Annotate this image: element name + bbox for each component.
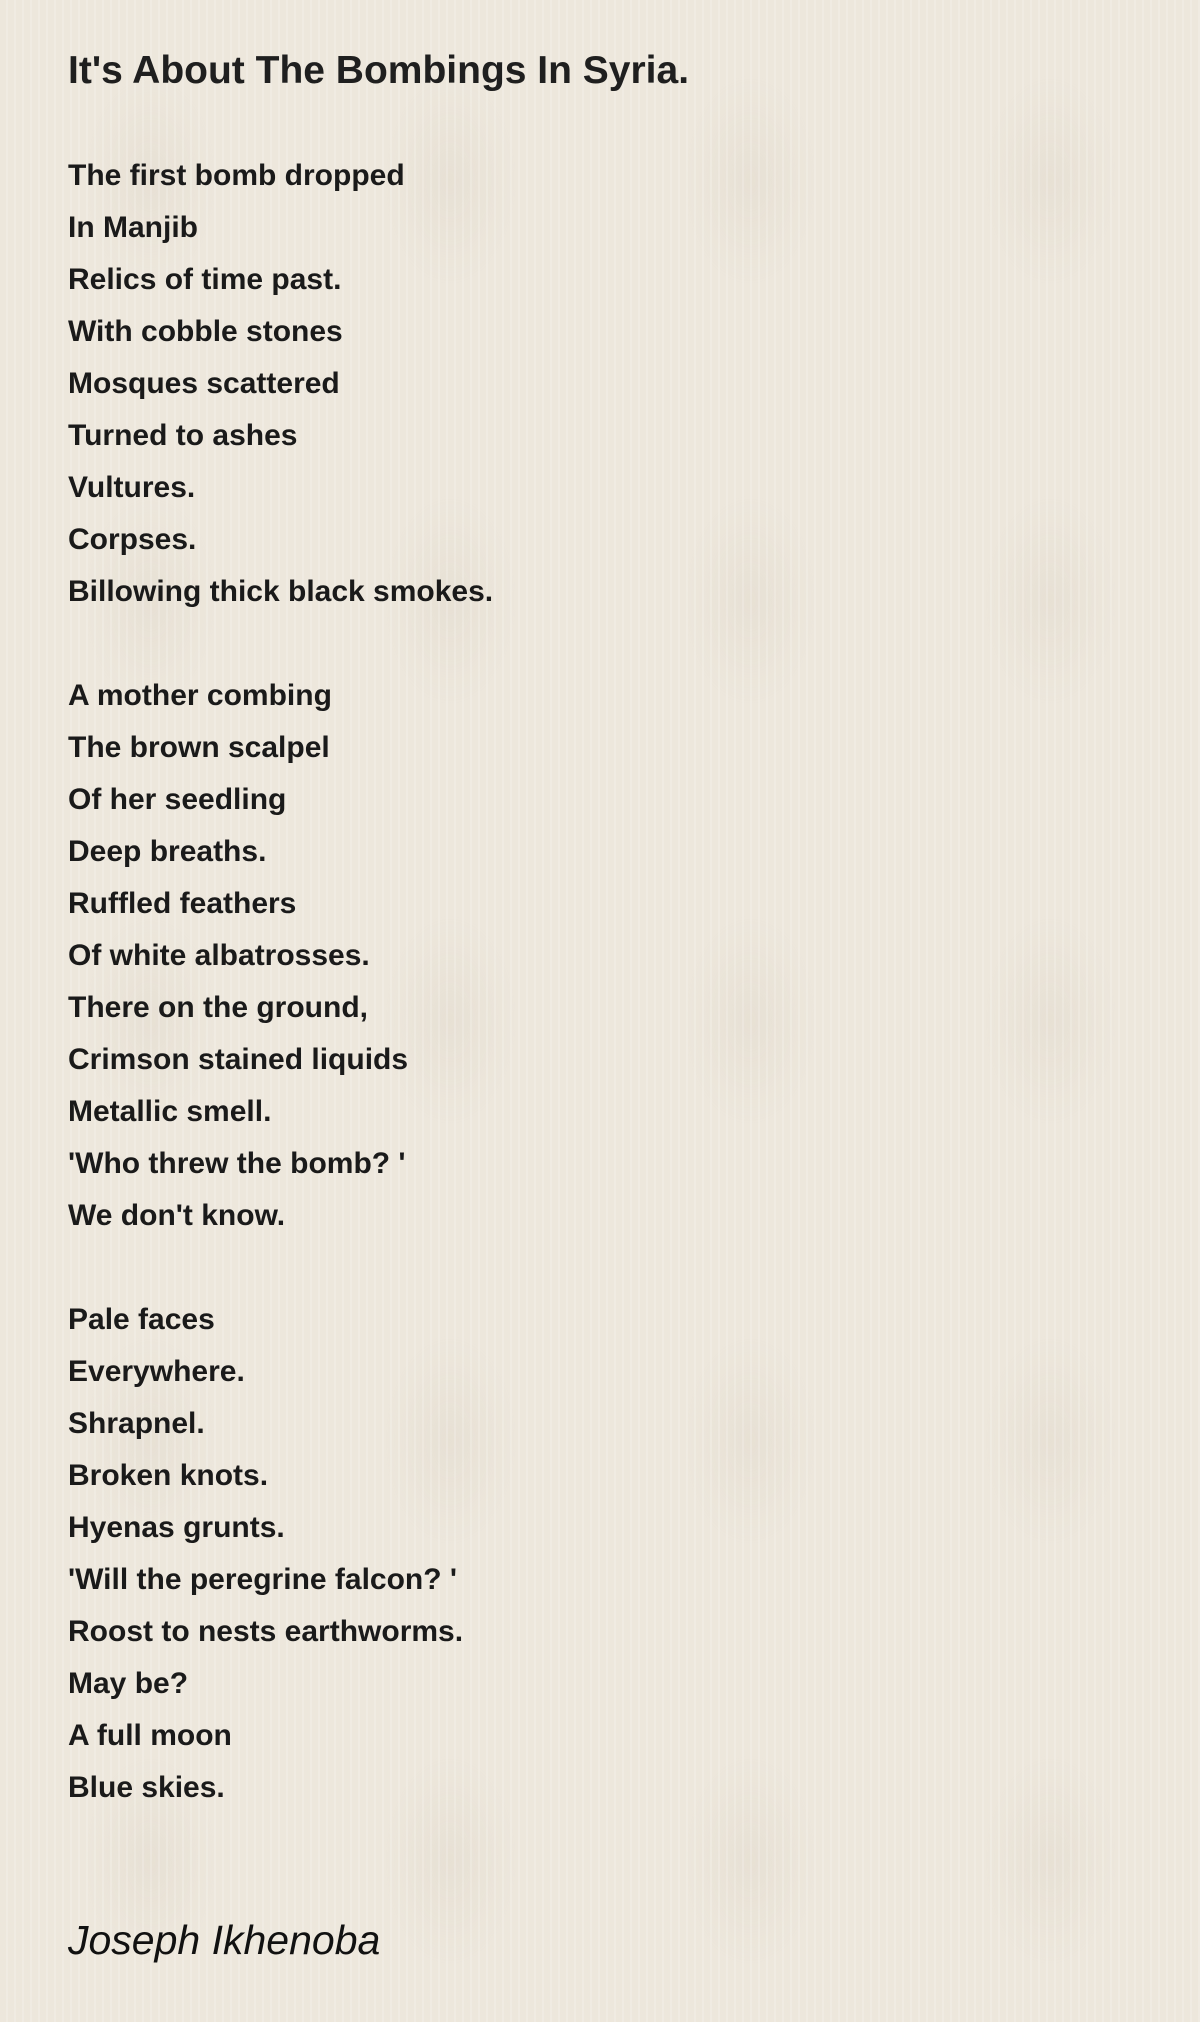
poem-line: Of her seedling	[68, 783, 287, 816]
poem-line: 'Who threw the bomb? '	[68, 1147, 406, 1180]
poem-line: Mosques scattered	[68, 367, 340, 400]
poem-line: With cobble stones	[68, 315, 343, 348]
poem-line: Billowing thick black smokes.	[68, 575, 494, 608]
poem-line: Everywhere.	[68, 1355, 245, 1388]
poem-line: Pale faces	[68, 1303, 215, 1336]
poem-line: There on the ground,	[68, 991, 368, 1024]
poem-line: 'Will the peregrine falcon? '	[68, 1563, 458, 1596]
poem-line: Broken knots.	[68, 1459, 269, 1492]
poem-line: The brown scalpel	[68, 731, 330, 764]
poem-body	[68, 150, 1128, 1814]
poem-title: It's About The Bombings In Syria.	[68, 49, 690, 92]
stanza-2	[68, 670, 1128, 1242]
poem-author: Joseph Ikhenoba	[68, 1917, 381, 1963]
poem-line: Of white albatrosses.	[68, 939, 370, 972]
poem-line: May be?	[68, 1667, 189, 1700]
poem-line: Blue skies.	[68, 1771, 225, 1804]
poem-line: Shrapnel.	[68, 1407, 205, 1440]
poem-line: A full moon	[68, 1719, 232, 1752]
poem-line: Crimson stained liquids	[68, 1043, 409, 1076]
poem-line: Turned to ashes	[68, 419, 298, 452]
poem-line: We don't know.	[68, 1199, 286, 1232]
poem-line: Ruffled feathers	[68, 887, 297, 920]
stanza-1	[68, 150, 1128, 618]
stanza-3	[68, 1294, 1128, 1814]
poem-line: Metallic smell.	[68, 1095, 272, 1128]
poem-line: Relics of time past.	[68, 263, 342, 296]
poem-line: The first bomb dropped	[68, 159, 405, 192]
poem-line: In Manjib	[68, 211, 198, 244]
poem-line: Hyenas grunts.	[68, 1511, 285, 1544]
poem-line: Roost to nests earthworms.	[68, 1615, 464, 1648]
poem-line: Corpses.	[68, 523, 197, 556]
poem-line: Vultures.	[68, 471, 196, 504]
poem-line: Deep breaths.	[68, 835, 267, 868]
poem-line: A mother combing	[68, 679, 332, 712]
